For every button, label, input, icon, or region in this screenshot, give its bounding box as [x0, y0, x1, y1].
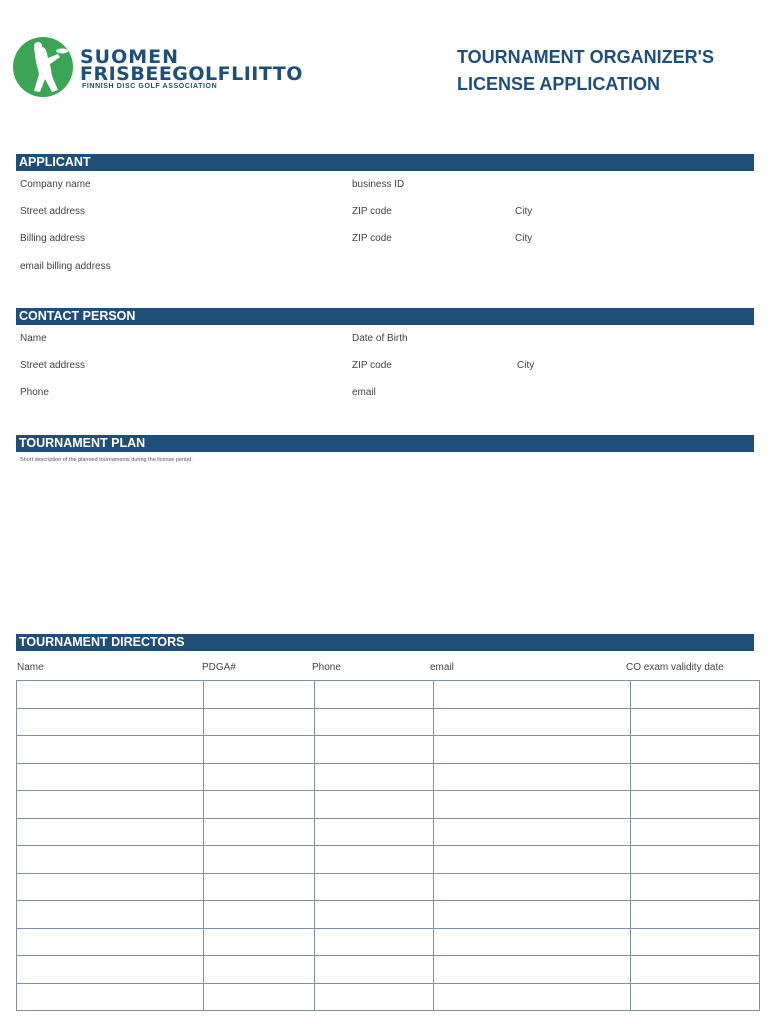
- billing-zip-label[interactable]: ZIP code: [352, 233, 392, 244]
- col-header-pdga: PDGA#: [202, 662, 236, 673]
- table-row: [17, 763, 760, 791]
- phone-cell[interactable]: [315, 873, 434, 901]
- co-exam-cell[interactable]: [631, 763, 760, 791]
- section-plan-heading: TOURNAMENT PLAN: [16, 435, 754, 452]
- table-row: [17, 846, 760, 874]
- phone-cell[interactable]: [315, 983, 434, 1011]
- email-cell[interactable]: [434, 736, 631, 764]
- co-exam-cell[interactable]: [631, 791, 760, 819]
- phone-cell[interactable]: [315, 736, 434, 764]
- phone-cell[interactable]: [315, 818, 434, 846]
- table-row: [17, 681, 760, 709]
- plan-hint-text: Short description of the planned tournaments during the license period.: [20, 457, 193, 463]
- title-line1: TOURNAMENT ORGANIZER'S: [457, 47, 714, 67]
- pdga-cell[interactable]: [204, 873, 315, 901]
- section-contact-heading: CONTACT PERSON: [16, 308, 754, 325]
- title-line2: LICENSE APPLICATION: [457, 74, 661, 94]
- name-cell[interactable]: [17, 873, 204, 901]
- phone-cell[interactable]: [315, 763, 434, 791]
- pdga-cell[interactable]: [204, 846, 315, 874]
- company-name-label[interactable]: Company name: [20, 179, 91, 190]
- table-row: [17, 818, 760, 846]
- email-cell[interactable]: [434, 818, 631, 846]
- name-cell[interactable]: [17, 956, 204, 984]
- email-cell[interactable]: [434, 846, 631, 874]
- table-row: [17, 983, 760, 1011]
- col-header-co-exam: CO exam validity date: [626, 662, 724, 673]
- email-cell[interactable]: [434, 681, 631, 709]
- name-cell[interactable]: [17, 681, 204, 709]
- applicant-zip-label[interactable]: ZIP code: [352, 206, 392, 217]
- document-title: [457, 44, 757, 98]
- logo-org-line1: SUOMEN: [80, 46, 180, 68]
- name-cell[interactable]: [17, 818, 204, 846]
- email-cell[interactable]: [434, 983, 631, 1011]
- email-cell[interactable]: [434, 928, 631, 956]
- name-cell[interactable]: [17, 928, 204, 956]
- col-header-name: Name: [17, 662, 44, 673]
- email-cell[interactable]: [434, 763, 631, 791]
- name-cell[interactable]: [17, 983, 204, 1011]
- phone-cell[interactable]: [315, 901, 434, 929]
- name-cell[interactable]: [17, 708, 204, 736]
- pdga-cell[interactable]: [204, 736, 315, 764]
- table-row: [17, 791, 760, 819]
- table-row: [17, 873, 760, 901]
- phone-cell[interactable]: [315, 928, 434, 956]
- directors-table-body: [17, 681, 760, 1011]
- billing-address-label[interactable]: Billing address: [20, 233, 86, 244]
- disc-golfer-icon: [12, 36, 74, 98]
- pdga-cell[interactable]: [204, 791, 315, 819]
- table-row: [17, 956, 760, 984]
- co-exam-cell[interactable]: [631, 818, 760, 846]
- name-cell[interactable]: [17, 736, 204, 764]
- co-exam-cell[interactable]: [631, 928, 760, 956]
- pdga-cell[interactable]: [204, 708, 315, 736]
- co-exam-cell[interactable]: [631, 736, 760, 764]
- email-cell[interactable]: [434, 791, 631, 819]
- contact-email-label[interactable]: email: [352, 387, 376, 398]
- phone-cell[interactable]: [315, 956, 434, 984]
- co-exam-cell[interactable]: [631, 956, 760, 984]
- col-header-phone: Phone: [312, 662, 341, 673]
- pdga-cell[interactable]: [204, 681, 315, 709]
- contact-name-label[interactable]: Name: [20, 333, 47, 344]
- section-applicant-heading: APPLICANT: [16, 154, 754, 171]
- section-directors-heading: TOURNAMENT DIRECTORS: [16, 634, 754, 651]
- applicant-street-label[interactable]: Street address: [20, 206, 86, 217]
- contact-city-label[interactable]: City: [517, 360, 535, 371]
- table-row: [17, 901, 760, 929]
- pdga-cell[interactable]: [204, 983, 315, 1011]
- phone-cell[interactable]: [315, 681, 434, 709]
- email-cell[interactable]: [434, 873, 631, 901]
- email-cell[interactable]: [434, 956, 631, 984]
- co-exam-cell[interactable]: [631, 983, 760, 1011]
- business-id-label[interactable]: business ID: [352, 179, 405, 190]
- directors-table: [16, 680, 760, 1011]
- logo-org-line2: FRISBEEGOLFLIITTO: [80, 63, 303, 85]
- association-logo: [12, 36, 312, 98]
- applicant-city-label[interactable]: City: [515, 206, 533, 217]
- pdga-cell[interactable]: [204, 763, 315, 791]
- name-cell[interactable]: [17, 791, 204, 819]
- table-row: [17, 708, 760, 736]
- pdga-cell[interactable]: [204, 928, 315, 956]
- phone-cell[interactable]: [315, 708, 434, 736]
- col-header-email: email: [430, 662, 454, 673]
- table-row: [17, 928, 760, 956]
- contact-zip-label[interactable]: ZIP code: [352, 360, 392, 371]
- co-exam-cell[interactable]: [631, 681, 760, 709]
- pdga-cell[interactable]: [204, 818, 315, 846]
- contact-street-label[interactable]: Street address: [20, 360, 86, 371]
- table-row: [17, 736, 760, 764]
- phone-cell[interactable]: [315, 846, 434, 874]
- contact-phone-label[interactable]: Phone: [20, 387, 49, 398]
- billing-city-label[interactable]: City: [515, 233, 533, 244]
- co-exam-cell[interactable]: [631, 708, 760, 736]
- name-cell[interactable]: [17, 846, 204, 874]
- name-cell[interactable]: [17, 763, 204, 791]
- co-exam-cell[interactable]: [631, 901, 760, 929]
- co-exam-cell[interactable]: [631, 846, 760, 874]
- plan-description-area[interactable]: [16, 466, 754, 626]
- email-cell[interactable]: [434, 901, 631, 929]
- logo-subtitle: FINNISH DISC GOLF ASSOCIATION: [82, 83, 218, 90]
- pdga-cell[interactable]: [204, 901, 315, 929]
- email-cell[interactable]: [434, 708, 631, 736]
- co-exam-cell[interactable]: [631, 873, 760, 901]
- pdga-cell[interactable]: [204, 956, 315, 984]
- email-billing-label[interactable]: email billing address: [20, 261, 111, 272]
- phone-cell[interactable]: [315, 791, 434, 819]
- name-cell[interactable]: [17, 901, 204, 929]
- dob-label[interactable]: Date of Birth: [352, 333, 408, 344]
